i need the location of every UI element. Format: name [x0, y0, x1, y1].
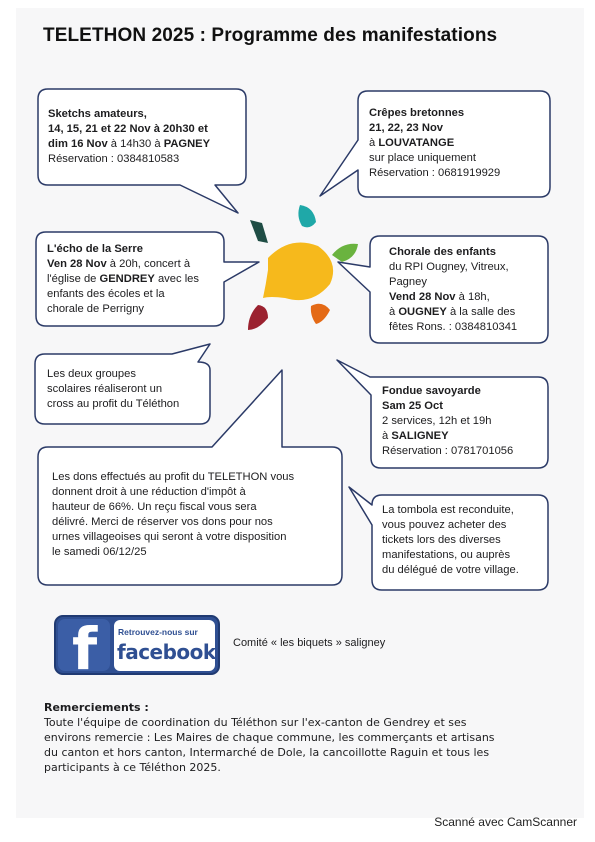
- thanks-line1: Toute l'équipe de coordination du Téléthon sur l'ex-canton de Gendrey et ses: [44, 716, 467, 729]
- cross-line1: Les deux groupes: [47, 368, 136, 380]
- dons-text: [52, 470, 294, 560]
- fondue-services: 2 services, 12h et 19h: [382, 415, 492, 427]
- echo-line4: chorale de Perrigny: [47, 303, 145, 315]
- tombola-text: [382, 503, 519, 578]
- telethon-logo: [248, 205, 358, 330]
- chorale-place-line: [389, 305, 517, 320]
- logo-petal-orange: [311, 304, 330, 324]
- echo-date: Ven 28 Nov: [47, 258, 107, 270]
- crepes-a: à: [369, 137, 379, 149]
- dons-line6: le samedi 06/12/25: [52, 546, 147, 558]
- echo-place-line: [47, 272, 199, 287]
- tombola-line5: du délégué de votre village.: [382, 564, 519, 576]
- logo-petal-red: [248, 305, 268, 330]
- dons-line2: donnent droit à une réduction d'impôt à: [52, 486, 246, 498]
- fondue-date: Sam 25 Oct: [382, 400, 443, 412]
- crepes-title: Crêpes bretonnes: [369, 107, 465, 119]
- chorale-a: à: [389, 306, 399, 318]
- chorale-hall: à la salle des: [446, 306, 516, 318]
- crepes-reservation: Réservation : 0681919929: [369, 167, 501, 179]
- fondue-reservation: Réservation : 0781701056: [382, 445, 514, 457]
- chorale-line1: du RPI Ougney, Vitreux,: [389, 261, 509, 273]
- chorale-line2: Pagney: [389, 276, 427, 288]
- fondue-a: à: [382, 430, 392, 442]
- tombola-line1: La tombola est reconduite,: [382, 504, 514, 516]
- facebook-wordmark: facebook: [117, 640, 216, 664]
- facebook-badge[interactable]: [54, 615, 220, 683]
- facebook-tagline: Retrouvez-nous sur: [118, 627, 198, 637]
- echo-place: GENDREY: [99, 273, 155, 285]
- cross-text: [47, 367, 179, 412]
- echo-church: l'église de: [47, 273, 100, 285]
- sketchs-place: PAGNEY: [163, 138, 211, 150]
- echo-text: [47, 242, 199, 317]
- sketchs-sunday-time: à 14h30 à: [107, 138, 164, 150]
- echo-with: avec les: [154, 273, 199, 285]
- chorale-place: OUGNEY: [398, 306, 447, 318]
- page-title: TELETHON 2025 : Programme des manifestations: [43, 25, 498, 46]
- chorale-title: Chorale des enfants: [389, 246, 496, 258]
- chorale-date-line: [389, 290, 517, 305]
- echo-title: L'écho de la Serre: [47, 243, 143, 255]
- sketchs-sunday: [48, 137, 210, 152]
- echo-time: à 20h, concert à: [106, 258, 191, 270]
- sketchs-title: Sketchs amateurs,: [48, 108, 147, 120]
- thanks-section: [44, 700, 564, 775]
- thanks-title: Remerciements :: [44, 701, 149, 714]
- tombola-line2: vous pouvez acheter des: [382, 519, 507, 531]
- sketchs-sunday-date: 16 Nov: [71, 138, 108, 150]
- dons-line1: Les dons effectués au profit du TELETHON vous: [52, 471, 295, 483]
- comite-label: Comité « les biquets » saligney: [233, 637, 386, 649]
- thanks-line2: environs remercie : Les Maires de chaque commune, les commerçants et artisans: [44, 731, 495, 744]
- sketchs-text: [48, 107, 210, 167]
- thanks-line4: participants à ce Téléthon 2025.: [44, 761, 221, 774]
- echo-line3: enfants des écoles et la: [47, 288, 165, 300]
- dons-line4: délivré. Merci de réserver vos dons pour nos: [52, 516, 273, 528]
- chorale-reservation: fêtes Rons. : 0384810341: [389, 321, 518, 333]
- fondue-place: SALIGNEY: [391, 430, 449, 442]
- echo-date-line: [47, 257, 199, 272]
- facebook-f-icon: [58, 615, 110, 683]
- crepes-place-line: [369, 136, 500, 151]
- facebook-f-letter: f: [72, 615, 98, 683]
- fondue-title: Fondue savoyarde: [382, 385, 481, 397]
- dons-line5: urnes villageoises qui seront à votre disposition: [52, 531, 287, 543]
- chorale-date: Vend 28 Nov: [389, 291, 456, 303]
- fondue-text: [382, 384, 513, 459]
- chorale-text: [389, 245, 517, 335]
- logo-petal-teal: [250, 220, 268, 243]
- crepes-note: sur place uniquement: [369, 152, 476, 164]
- facebook-panel: [114, 620, 215, 671]
- thanks-line3: du canton et hors canton, Intermarché de Dole, la cancoillotte Raguin et tous les: [44, 746, 490, 759]
- scanner-watermark: Scanné avec CamScanner: [434, 815, 577, 829]
- cross-line3: cross au profit du Téléthon: [47, 398, 180, 410]
- sketchs-dim: dim: [48, 138, 71, 150]
- dons-line3: hauteur de 66%. Un reçu fiscal vous sera: [52, 501, 257, 513]
- sketchs-dates: 14, 15, 21 et 22 Nov à 20h30 et: [48, 123, 208, 135]
- tombola-line4: manifestations, ou auprès: [382, 549, 511, 561]
- tombola-line3: tickets lors des diverses: [382, 534, 501, 546]
- cross-line2: scolaires réaliseront un: [47, 383, 163, 395]
- logo-heart-yellow: [263, 242, 333, 300]
- chorale-time: à 18h,: [455, 291, 490, 303]
- logo-petal-green: [332, 244, 358, 262]
- fondue-place-line: [382, 429, 513, 444]
- crepes-text: [369, 106, 500, 181]
- crepes-dates: 21, 22, 23 Nov: [369, 122, 444, 134]
- sketchs-reservation: Réservation : 0384810583: [48, 153, 180, 165]
- logo-petal-cyan: [298, 205, 316, 227]
- crepes-place: LOUVATANGE: [378, 137, 455, 149]
